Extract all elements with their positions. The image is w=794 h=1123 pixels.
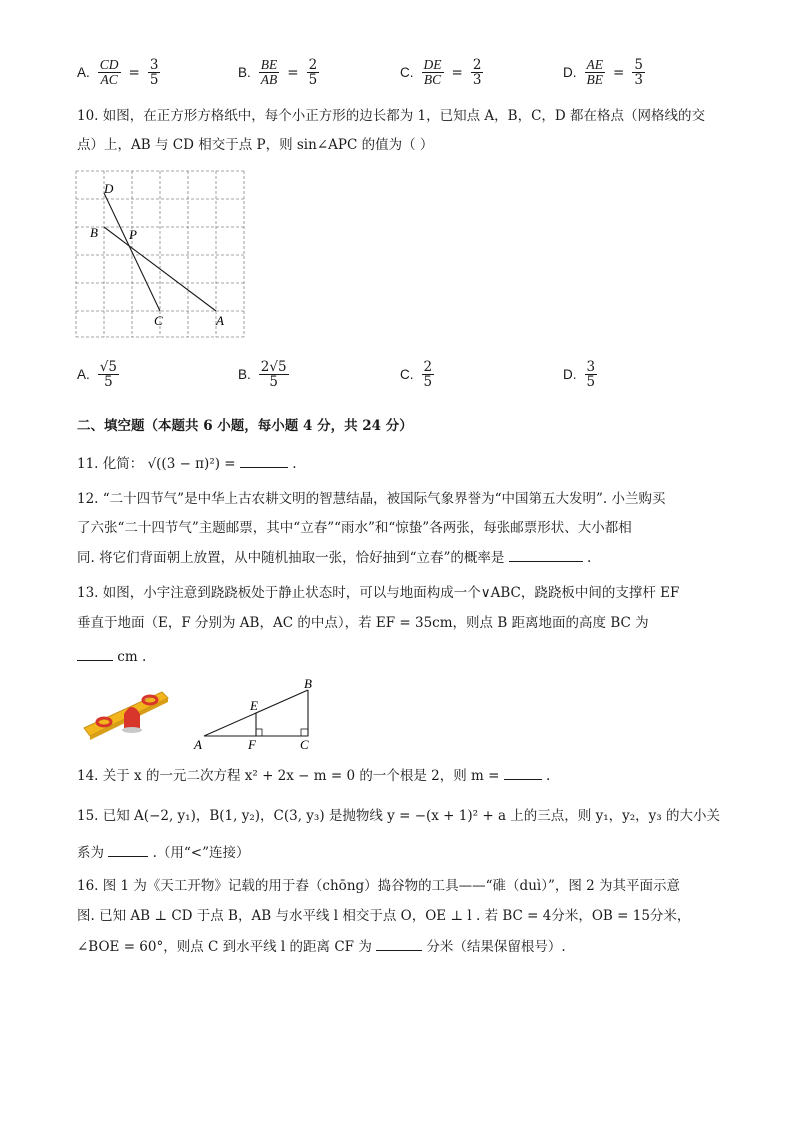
q9-option-a[interactable]: A. $\frac{CD}{AC}$ = $\frac{3}{5}$ <box>77 57 159 89</box>
q16-line3: ∠BOE = 60°，则点 C 到水平线 l 的距离 CF 为 分米（结果保留根号）. <box>77 936 566 957</box>
option-label: B. <box>238 367 251 383</box>
q15-line2: 系为 .（用“<”连接） <box>77 842 250 863</box>
fraction: $\frac{BE}{AB}$ <box>260 57 278 88</box>
fraction: $\frac{5}{3}$ <box>634 57 643 89</box>
q14: 14. 关于 x 的一元二次方程 x² + 2x − m = 0 的一个根是 2，则 m = . <box>77 765 550 786</box>
point-label-c: C <box>154 313 163 328</box>
point-label-p: P <box>129 227 137 242</box>
q16-line2: 图. 已知 AB ⊥ CD 于点 B，AB 与水平线 l 相交于点 O，OE ⊥ l . 若 BC = 4分米，OB = 15分米， <box>77 908 691 924</box>
answer-blank[interactable] <box>108 842 148 857</box>
q11-expression: √((3 − π)²) = <box>147 456 236 472</box>
option-label: D. <box>563 65 577 81</box>
answer-blank[interactable] <box>240 453 288 468</box>
option-label: B. <box>238 65 251 81</box>
q13-triangle-figure <box>192 674 332 754</box>
q10-stem-line1: 10. 如图，在正方形方格纸中，每个小正方形的边长都为 1，已知点 A，B，C，D 都在格点（网格线的交 <box>77 108 706 124</box>
q13-line3: cm . <box>77 646 146 667</box>
point-label-a: A <box>216 313 224 328</box>
fraction: $\frac{2}{5}$ <box>308 57 318 89</box>
q9-option-c[interactable]: C. $\frac{DE}{BC}$ = $\frac{2}{3}$ <box>400 57 482 89</box>
q16-line1: 16. 图 1 为《天工开物》记载的用于舂（chōng）捣谷物的工具——“碓（duì）”，图 2 为其平面示意 <box>77 878 681 894</box>
fraction: $\frac{2}{5}$ <box>423 359 433 391</box>
fraction: $\frac{2√5}{5}$ <box>260 359 287 391</box>
answer-blank[interactable] <box>376 936 422 951</box>
fraction: $\frac{CD}{AC}$ <box>99 57 119 88</box>
fraction: $\frac{3}{5}$ <box>586 359 596 391</box>
label-b: B <box>304 676 312 691</box>
q10-option-c[interactable] <box>400 360 436 389</box>
option-label: C. <box>400 65 414 81</box>
answer-blank[interactable] <box>77 646 113 661</box>
label-a: A <box>194 737 202 752</box>
q10-stem-line2: 点）上，AB 与 CD 相交于点 P，则 sin∠APC 的值为（ ） <box>77 137 434 153</box>
point-label-d: D <box>104 181 114 196</box>
q12-line2: 了六张“二十四节气”主题邮票，其中“立春”“雨水”和“惊蛰”各两张，每张邮票形状、大小都相 <box>77 520 632 536</box>
q15-line1: 15. 已知 A(−2, y₁)，B(1, y₂)，C(3, y₃) 是抛物线 y = −(x + 1)² + a 上的三点，则 y₁，y₂，y₃ 的大小关 <box>77 808 720 824</box>
q13-line2: 垂直于地面（E，F 分别为 AB，AC 的中点），若 EF = 35cm，则点 B 距离地面的高度 BC 为 <box>77 615 649 631</box>
option-label: A. <box>77 65 90 81</box>
q10-option-b[interactable] <box>238 360 291 389</box>
fraction: $\frac{DE}{BC}$ <box>423 57 442 88</box>
fraction: $\frac{3}{5}$ <box>149 57 159 89</box>
label-f: F <box>248 737 256 752</box>
option-label: D. <box>563 367 577 383</box>
fraction: $\frac{2}{3}$ <box>472 57 482 89</box>
q9-option-d[interactable]: D. $\frac{AE}{BE}$ = $\frac{5}{3}$ <box>563 57 643 89</box>
fraction: $\frac{√5}{5}$ <box>99 359 117 391</box>
seesaw-picture <box>80 684 170 744</box>
answer-blank[interactable] <box>509 547 583 562</box>
q9-option-b[interactable]: B. $\frac{BE}{AB}$ = $\frac{2}{5}$ <box>238 57 318 89</box>
q12-line1: 12. “二十四节气”是中华上古农耕文明的智慧结晶，被国际气象界誉为“中国第五大发明”. 小兰购买 <box>77 491 666 507</box>
q10-option-d[interactable] <box>563 360 599 389</box>
answer-blank[interactable] <box>504 765 542 780</box>
option-label: A. <box>77 367 90 383</box>
option-label: C. <box>400 367 414 383</box>
q12-line3: 同. 将它们背面朝上放置，从中随机抽取一张，恰好抽到“立春”的概率是 . <box>77 547 591 568</box>
section-title: 二、填空题（本题共 6 小题，每小题 4 分，共 24 分） <box>77 418 413 434</box>
label-e: E <box>250 698 258 713</box>
q11: 11. 化简： √((3 − π)²) = . <box>77 453 297 474</box>
q10-option-a[interactable] <box>77 360 121 389</box>
fraction: $\frac{AE}{BE}$ <box>586 57 603 88</box>
point-label-b: B <box>90 225 98 240</box>
q10-grid-figure <box>74 169 250 341</box>
q13-line1: 13. 如图，小宇注意到跷跷板处于静止状态时，可以与地面构成一个∨ABC，跷跷板中间的支撑杆 EF <box>77 585 680 601</box>
label-c: C <box>300 737 309 752</box>
